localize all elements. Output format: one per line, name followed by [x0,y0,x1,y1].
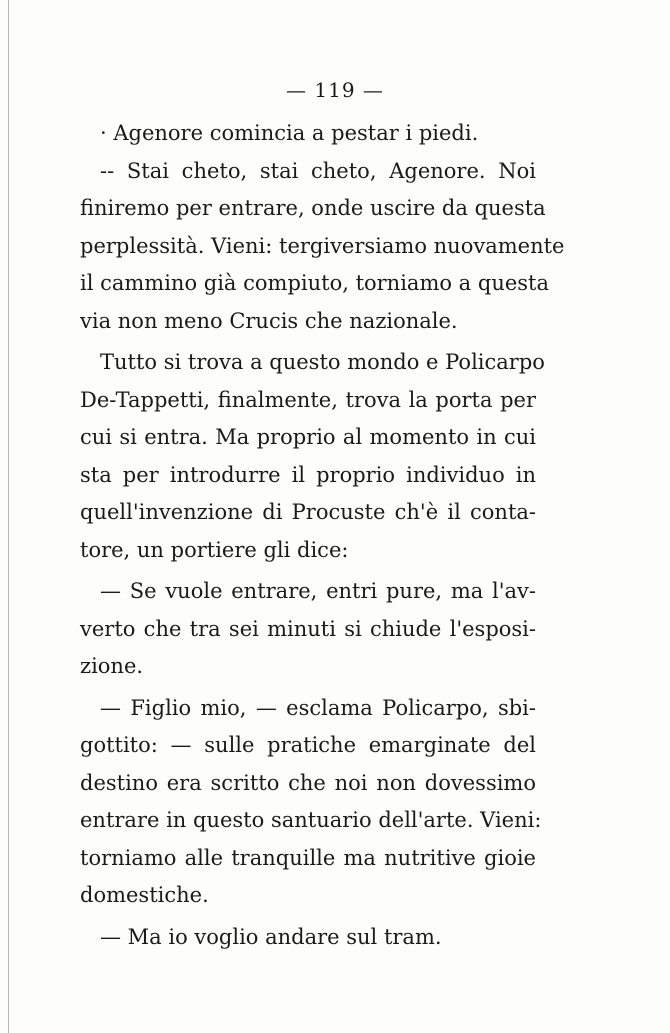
text-line: il cammino già compiuto, torniamo a questa [80,271,550,295]
text-line: cui si entra. Ma proprio al momento in cui [80,425,536,449]
text-line: — Ma io voglio andare sul tram. [100,924,442,949]
text-line: via non meno Crucis che nazionale. [80,308,458,333]
text-line: — Se vuole entrare, entri pure, ma l'av- [100,579,536,603]
text-line: perplessità. Vieni: tergiversiamo nuovamente [80,233,565,258]
text-line: sta per introdurre il proprio individuo in [80,462,536,487]
text-line: domestiche. [80,883,209,907]
text-line: destino era scritto che noi non dovessimo [80,770,536,795]
text-line: — Figlio mio, — esclama Policarpo, sbi- [100,695,536,720]
text-line: gottito: — sulle pratiche emarginate del [80,733,536,757]
text-line: tore, un portiere gli dice: [80,537,349,562]
text-line: entrare in questo santuario dell'arte. Vieni: [80,808,542,832]
text-line: finiremo per entrare, onde uscire da questa [80,196,546,220]
text-line: verto che tra sei minuti si chiude l'esposi- [80,616,536,641]
page-edge-line [8,0,9,1033]
text-line: quell'invenzione di Procuste ch'è il conta- [80,500,536,524]
text-line: zione. [80,654,144,678]
page-number: — 119 — [286,78,384,102]
text-line: Tutto si trova a questo mondo e Policarpo [100,350,545,374]
text-line: De-Tappetti, finalmente, trova la porta per [80,387,536,412]
body-text [80,115,565,956]
text-line: · Agenore comincia a pestar i piedi. [100,121,479,145]
text-line: torniamo alle tranquille ma nutritive gioie [80,845,536,870]
text-line: -- Stai cheto, stai cheto, Agenore. Noi [100,158,536,183]
